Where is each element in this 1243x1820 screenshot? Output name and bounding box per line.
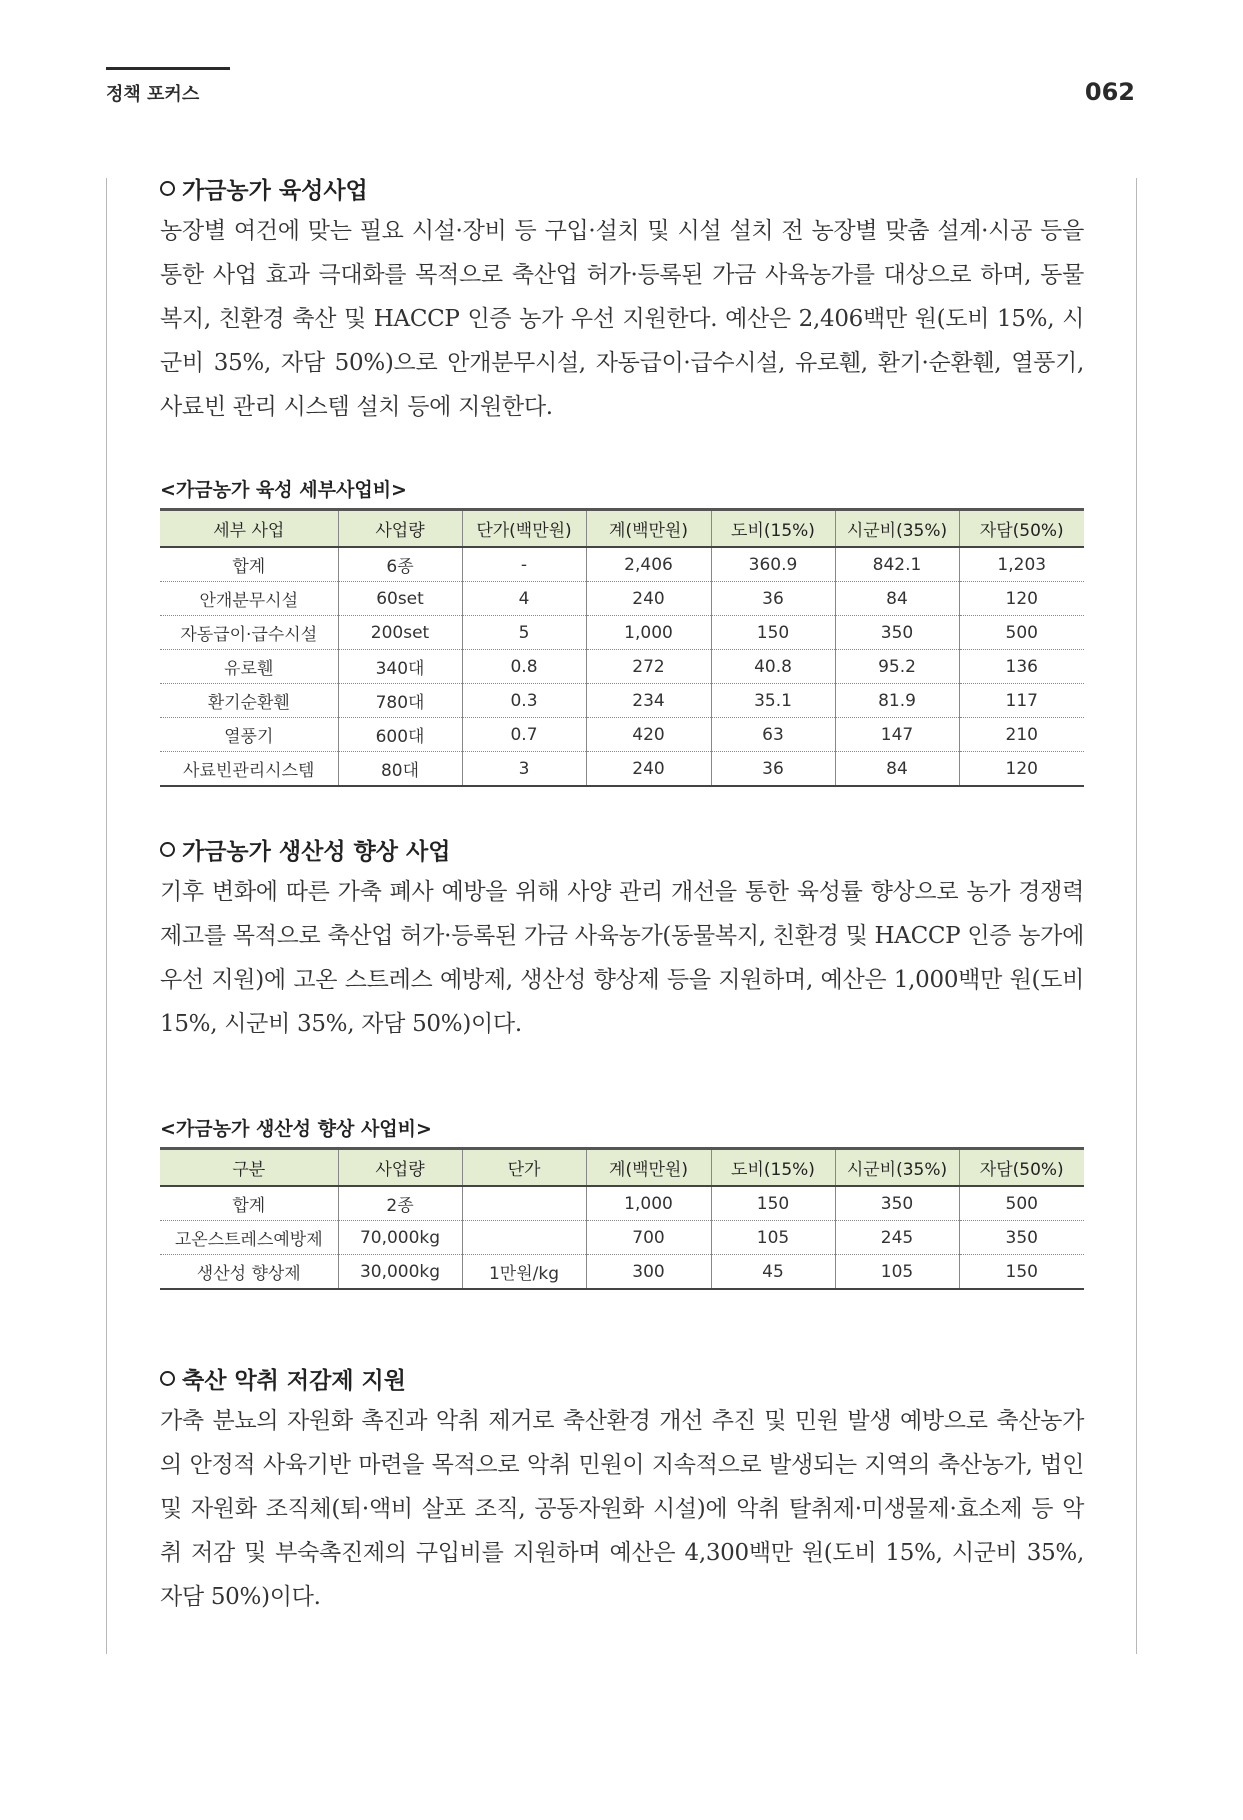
support-cost-table	[160, 508, 1084, 787]
table-cell: 500	[959, 616, 1084, 650]
table-cell: 210	[959, 718, 1084, 752]
header-rule	[106, 67, 230, 70]
table-cell: 유로휀	[160, 650, 338, 684]
table-cell: 2종	[338, 1186, 462, 1221]
table-cell: 240	[586, 582, 711, 616]
table-cell: 360.9	[711, 547, 835, 582]
table-cell: 150	[959, 1255, 1084, 1290]
column-header: 단가	[462, 1149, 586, 1187]
table-cell: 245	[835, 1221, 959, 1255]
table-cell: 1,000	[586, 1186, 711, 1221]
table-cell: 70,000kg	[338, 1221, 462, 1255]
page-number: 062	[1084, 78, 1135, 106]
table-cell: 80대	[338, 752, 462, 787]
table-caption: <가금농가 생산성 향상 사업비>	[160, 1118, 432, 1140]
table-cell: 150	[711, 616, 835, 650]
table-cell: 0.3	[462, 684, 586, 718]
table-cell: 105	[835, 1255, 959, 1290]
section-title: 가금농가 생산성 향상 사업	[160, 833, 1084, 866]
column-header: 사업량	[338, 1149, 462, 1187]
table-row	[160, 684, 1084, 718]
section-body: 기후 변화에 따른 가축 폐사 예방을 위해 사양 관리 개선을 통한 육성률 향상으로 농가 경쟁력 제고를 목적으로 축산업 허가·등록된 가금 사육농가(동물복지, 친환경 및 HACCP 인증 농가에 우선 지원)에 고온 스트레스 예방제, 생산성 향상제 등을 지원하며, 예산은 1,000백만 원(도비 15%, 시군비 35%, 자담 50%)이다.	[160, 879, 1084, 1037]
table-cell: 842.1	[835, 547, 959, 582]
table-cell: 36	[711, 582, 835, 616]
table-cell: 35.1	[711, 684, 835, 718]
table-block-support-cost	[160, 475, 1084, 787]
table-cell: 272	[586, 650, 711, 684]
table-cell: 81.9	[835, 684, 959, 718]
section-body: 농장별 여건에 맞는 필요 시설·장비 등 구입·설치 및 시설 설치 전 농장별 맞춤 설계·시공 등을 통한 사업 효과 극대화를 목적으로 축산업 허가·등록된 가금 사육농가를 대상으로 하며, 동물복지, 친환경 축산 및 HACCP 인증 농가 우선 지원한다. 예산은 2,406백만 원(도비 15%, 시군비 35%, 자담 50%)으로 안개분무시설, 자동급이·급수시설, 유로휀, 환기·순환휀, 열풍기, 사료빈 관리 시스템 설치 등에 지원한다.	[160, 218, 1084, 420]
circle-bullet-icon	[160, 1371, 175, 1386]
table-cell: 4	[462, 582, 586, 616]
table-row	[160, 1186, 1084, 1221]
table-cell: 열풍기	[160, 718, 338, 752]
table-cell: 300	[586, 1255, 711, 1290]
table-cell	[462, 1186, 586, 1221]
table-cell: 600대	[338, 718, 462, 752]
column-header: 도비(15%)	[711, 510, 835, 548]
table-cell: 사료빈관리시스템	[160, 752, 338, 787]
table-cell: 350	[835, 1186, 959, 1221]
table-cell: 자동급이·급수시설	[160, 616, 338, 650]
table-cell: 700	[586, 1221, 711, 1255]
column-header: 시군비(35%)	[835, 510, 959, 548]
table-row	[160, 650, 1084, 684]
table-row	[160, 616, 1084, 650]
page-content	[160, 172, 1084, 1619]
table-cell: 234	[586, 684, 711, 718]
column-header: 단가(백만원)	[462, 510, 586, 548]
table-row	[160, 752, 1084, 787]
table-cell: 6종	[338, 547, 462, 582]
table-cell	[462, 1221, 586, 1255]
table-cell: 5	[462, 616, 586, 650]
table-cell: 150	[711, 1186, 835, 1221]
column-header: 계(백만원)	[586, 1149, 711, 1187]
table-cell: 환기순환휀	[160, 684, 338, 718]
table-cell: 147	[835, 718, 959, 752]
table-cell: 105	[711, 1221, 835, 1255]
table-cell: 합계	[160, 547, 338, 582]
table-cell: 117	[959, 684, 1084, 718]
table-row	[160, 718, 1084, 752]
table-cell: 350	[959, 1221, 1084, 1255]
table-cell: 63	[711, 718, 835, 752]
column-header: 사업량	[338, 510, 462, 548]
table-cell: 340대	[338, 650, 462, 684]
table-cell: -	[462, 547, 586, 582]
table-row	[160, 547, 1084, 582]
table-cell: 60set	[338, 582, 462, 616]
right-margin-rule	[1136, 178, 1137, 1654]
column-header: 세부 사업	[160, 510, 338, 548]
circle-bullet-icon	[160, 181, 175, 196]
table-cell: 84	[835, 582, 959, 616]
table-row	[160, 582, 1084, 616]
table-cell: 84	[835, 752, 959, 787]
table-cell: 3	[462, 752, 586, 787]
section-label: 정책 포커스	[106, 84, 200, 105]
table-cell: 1,000	[586, 616, 711, 650]
table-header-row	[160, 510, 1084, 548]
table-cell: 120	[959, 582, 1084, 616]
table-cell: 500	[959, 1186, 1084, 1221]
table-cell: 생산성 향상제	[160, 1255, 338, 1290]
section-productivity	[160, 833, 1084, 1046]
column-header: 계(백만원)	[586, 510, 711, 548]
table-cell: 45	[711, 1255, 835, 1290]
column-header: 자담(50%)	[959, 1149, 1084, 1187]
section-title: 축산 악취 저감제 지원	[160, 1362, 1084, 1395]
section-body: 가축 분뇨의 자원화 촉진과 악취 제거로 축산환경 개선 추진 및 민원 발생 예방으로 축산농가의 안정적 사육기반 마련을 목적으로 악취 민원이 지속적으로 발생되는 지역의 축산농가, 법인 및 자원화 조직체(퇴·액비 살포 조직, 공동자원화 시설)에 악취 탈취제·미생물제·효소제 등 악취 저감 및 부숙촉진제의 구입비를 지원하며 예산은 4,300백만 원(도비 15%, 시군비 35%, 자담 50%)이다.	[160, 1408, 1084, 1610]
table-caption: <가금농가 육성 세부사업비>	[160, 479, 407, 501]
table-cell: 200set	[338, 616, 462, 650]
table-cell: 240	[586, 752, 711, 787]
table-row	[160, 1255, 1084, 1290]
column-header: 도비(15%)	[711, 1149, 835, 1187]
table-cell: 고온스트레스예방제	[160, 1221, 338, 1255]
table-block-productivity-cost	[160, 1114, 1084, 1290]
table-cell: 95.2	[835, 650, 959, 684]
productivity-cost-table	[160, 1147, 1084, 1290]
column-header: 시군비(35%)	[835, 1149, 959, 1187]
circle-bullet-icon	[160, 842, 175, 857]
section-poultry-support	[160, 172, 1084, 429]
table-cell: 0.7	[462, 718, 586, 752]
table-cell: 40.8	[711, 650, 835, 684]
left-margin-rule	[106, 178, 107, 1654]
table-header-row	[160, 1149, 1084, 1187]
section-title: 가금농가 육성사업	[160, 172, 1084, 205]
table-cell: 합계	[160, 1186, 338, 1221]
table-cell: 136	[959, 650, 1084, 684]
table-cell: 780대	[338, 684, 462, 718]
table-cell: 1만원/kg	[462, 1255, 586, 1290]
table-cell: 120	[959, 752, 1084, 787]
column-header: 자담(50%)	[959, 510, 1084, 548]
section-odor-reduction	[160, 1362, 1084, 1619]
table-cell: 2,406	[586, 547, 711, 582]
table-cell: 1,203	[959, 547, 1084, 582]
table-cell: 0.8	[462, 650, 586, 684]
table-cell: 350	[835, 616, 959, 650]
column-header: 구분	[160, 1149, 338, 1187]
table-row	[160, 1221, 1084, 1255]
table-cell: 420	[586, 718, 711, 752]
table-cell: 30,000kg	[338, 1255, 462, 1290]
table-cell: 안개분무시설	[160, 582, 338, 616]
table-cell: 36	[711, 752, 835, 787]
